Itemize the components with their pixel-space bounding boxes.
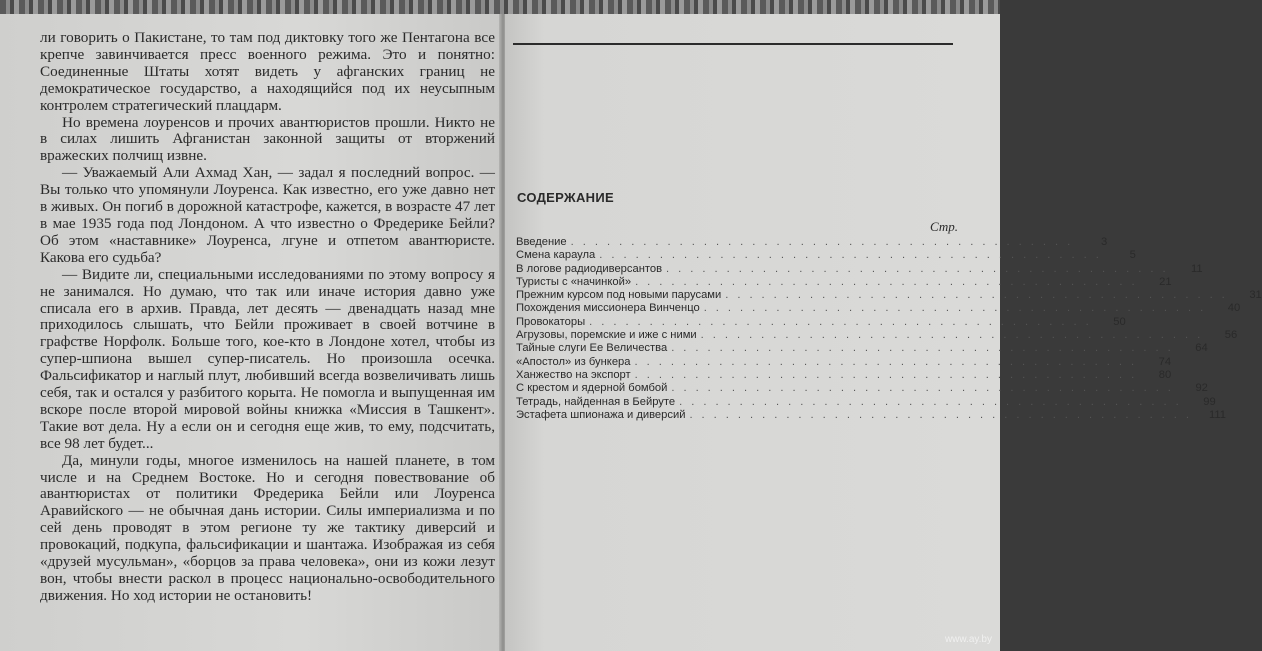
toc-entry-page: 74 (1158, 355, 1172, 368)
toc-leader-dots: .......................................... (671, 342, 1180, 355)
toc-entry (516, 355, 1172, 369)
toc-entry-title: Эстафета шпионажа и диверсий (516, 408, 686, 421)
toc-entry (516, 368, 1172, 382)
toc-entry-page: 31 (1249, 289, 1262, 302)
toc-entry-page: 56 (1224, 329, 1238, 342)
toc-page-column-header: Стр. (930, 219, 958, 234)
toc-leader-dots: .......................................... (671, 382, 1180, 395)
toc-leader-dots: .......................................... (679, 395, 1188, 408)
toc-entry-page: 111 (1208, 408, 1226, 421)
toc-entry (516, 408, 1226, 422)
toc-entry-page: 5 (1129, 249, 1136, 262)
toc-entry (516, 236, 1108, 249)
toc-entry-page: 11 (1190, 262, 1203, 275)
toc-entry (516, 289, 1262, 302)
toc-entry-title: С крестом и ядерной бомбой (516, 382, 668, 395)
watermark-text: www.ay.by (944, 634, 992, 645)
left-page-text (40, 30, 495, 605)
toc-entry-title: Прежним курсом под новыми парусами (516, 289, 722, 302)
toc-leader-dots: .......................................... (589, 315, 1098, 328)
toc-entry (516, 249, 1136, 262)
toc-leader-dots: .......................................... (635, 275, 1144, 288)
toc-leader-dots: .......................................... (725, 289, 1234, 302)
toc-leader-dots: .......................................... (634, 355, 1144, 368)
toc-title: СОДЕРЖАНИЕ (517, 190, 614, 205)
toc-entry-page: 64 (1195, 342, 1208, 355)
toc-leader-dots: .......................................... (634, 368, 1144, 381)
toc-entry (516, 302, 1241, 315)
toc-entry-title: Ханжество на экспорт (516, 368, 631, 381)
toc-entry-page: 50 (1113, 315, 1126, 328)
paragraph: ли говорить о Пакистане, то там под диктовку того же Пентагона все крепче завинчивается пресс военного режима. Это и понятно: Соединенные Штаты хотят видеть у афганских границ не демократическое государство, а находящийся под их неусыпным контролем стратегический плацдарм. (40, 29, 495, 114)
toc-entry (516, 329, 1238, 342)
toc-entry-page: 40 (1227, 302, 1241, 315)
toc-entry-title: «Апостол» из бункера (516, 355, 631, 368)
toc-entry-page: 21 (1159, 275, 1172, 288)
toc-entry-title: Смена караула (516, 249, 596, 262)
paragraph: Да, минули годы, многое изменилось на нашей планете, в том числе и на Среднем Востоке. Но и сегодня повествование об авантюристах от политики Фредерика Бейли или Лоуренса Аравийского — не обычная дань истории. Силы империализма и по сей день проводят в этом регионе ту же тактику диверсий и провокаций, подкупа, фальсификации и шантажа. Изображая из себя «друзей мусульман», «борцов за права человека», они из кожи лезут вон, чтобы внести раскол в процесс национально-освободительного движения. Но ход истории не остановить! (40, 451, 495, 604)
toc-entry (516, 315, 1126, 329)
toc-entry-title: Тетрадь, найденная в Бейруте (516, 395, 676, 408)
toc-entry (516, 382, 1208, 395)
toc-entry (516, 395, 1216, 409)
toc-leader-dots: .......................................... (599, 249, 1108, 262)
toc-leader-dots: .......................................... (689, 408, 1198, 421)
toc-entry-page: 99 (1203, 395, 1216, 408)
paragraph: Но времена лоуренсов и прочих авантюристов прошли. Никто не в силах лишить Афганистан законной защиты от вторжений вражеских полчищ извне. (40, 113, 495, 165)
toc-entry (516, 342, 1208, 355)
toc-leader-dots: .......................................... (703, 302, 1213, 315)
toc-entry (516, 262, 1203, 276)
toc-entry-title: Туристы с «начинкой» (516, 275, 632, 288)
toc-entry-page: 80 (1158, 368, 1172, 381)
toc-leader-dots: .......................................... (666, 262, 1175, 275)
toc-list (516, 236, 1262, 422)
toc-entry-page: 92 (1195, 382, 1208, 395)
toc-entry-title: Провокаторы (516, 315, 586, 328)
paragraph: — Видите ли, специальными исследованиями по этому вопросу я не занимался. Но думаю, что так или иначе история давно уже списала его в архив. Правда, лет десять — двенадцать назад мне приходилось слышать, что Бейли проживает в своей вотчине в графстве Норфолк. Больше того, кое-кто в Лондоне хотел, чтобы из супер-шпиона вышел супер-писатель. Но произошла осечка. Фальсификатор и наглый плут, любивший всегда возвеличивать лишь себя, так и остался у разбитого корыта. Не помогла и выпущенная им вскоре после второй мировой войны книжка «Миссия в Ташкент». Такие вот дела. Ну а если он и сегодня еще жив, то ему, подсчитать, все 98 лет будет... (40, 265, 495, 452)
paragraph: — Уважаемый Али Ахмад Хан, — задал я последний вопрос. — Вы только что упомянули Лоуренса. Как известно, его уже давно нет в живых. Он погиб в дорожной катастрофе, кажется, в возрасте 47 лет в мае 1935 года под Лондоном. А что известно о Фредерике Бейли? Об этом «наставнике» Лоуренса, лгуне и отпетом авантюристе. Какова его судьба? (40, 164, 495, 266)
toc-entry-title: Введение (516, 236, 567, 248)
toc-entry-title: В логове радиодиверсантов (516, 262, 663, 275)
toc-entry-title: Агрузовы, поремские и иже с ними (516, 329, 697, 342)
header-rule (513, 43, 953, 45)
toc-entry (516, 275, 1172, 289)
toc-entry-title: Тайные слуги Ее Величества (516, 342, 668, 355)
toc-leader-dots: .......................................... (700, 329, 1210, 342)
toc-entry-title: Похождения миссионера Винченцо (516, 302, 700, 315)
toc-leader-dots: .......................................... (570, 236, 1080, 248)
toc-entry-page: 3 (1100, 236, 1108, 248)
